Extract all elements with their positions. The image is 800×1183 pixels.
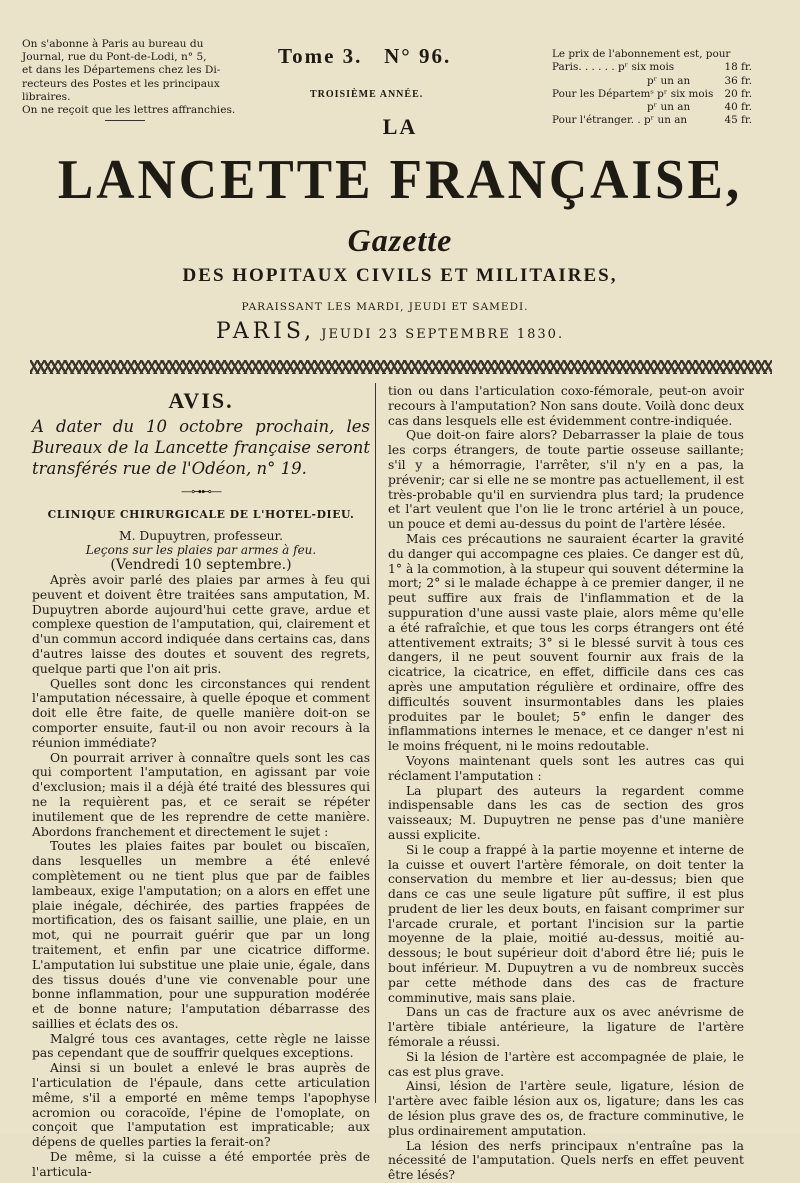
decorative-border	[30, 360, 772, 374]
paragraph: De même, si la cuisse a été emportée près de l'articula-	[32, 1150, 370, 1179]
subscription-notice	[22, 38, 236, 121]
price-row: Pour l'étranger. . pʳ un an 45 fr.	[552, 114, 752, 127]
section-heading: CLINIQUE CHIRURGICALE DE L'HOTEL-DIEU.	[47, 507, 355, 521]
paragraph: Quelles sont donc les circonstances qui rendent l'amputation nécessaire, à quelle époque et comment doit elle être faite, de quelle manière doit-on se comporter ensuite, faut-il ou non avoir recours à la réunion immédiate?	[32, 676, 370, 750]
masthead-gazette: Gazette	[347, 222, 453, 258]
lecture-title: Leçons sur les plaies par armes à feu.	[85, 543, 317, 558]
lecture-date: (Vendredi 10 septembre.)	[110, 557, 292, 574]
price-row: pʳ un an 40 fr.	[647, 101, 752, 114]
ornament: —⊶⊷—	[181, 485, 221, 498]
paragraph: Ainsi, lésion de l'artère seule, ligature, lésion de l'artère avec faible lésion aux os, ligature; dans les cas de lésion plus grave des os, de fracture comminutive, le plus ordinairement amputation.	[388, 1079, 744, 1138]
price-row: Paris. . . . . . pʳ six mois 18 fr.	[552, 61, 752, 74]
subscription-line: On s'abonne à Paris au bureau du	[22, 38, 204, 50]
column-divider	[375, 383, 376, 1103]
paragraph: tion ou dans l'articulation coxo-fémorale, peut-on avoir recours à l'amputation? Non sans doute. Voilà donc deux cas dans lesquels elle est évidemment contre-indiquée.	[388, 384, 744, 428]
dateline	[0, 319, 780, 344]
paragraph: Mais ces précautions ne sauraient écarter la gravité du danger qui accompagne ces plaies. Ce danger est dû, 1° à la commotion, à la stupeur qui souvent détermine la mort; 2° si le malade échappe à ce premier danger, il ne peut suffire aux frais de l'inflammation et de la suppuration d'une aussi vaste plaie, alors même qu'elle a été rafraîchie, et que tous les corps étrangers ont été attentivement extraits; 3° si le blessé survit à tous ces dangers, il ne peut souvent fournir aux frais de la cicatrice, la cicatrice, en effet, difficile dans ces cas après une amputation régulière et ordinaire, offre des difficultés souvent insurmontables dans les plaies produites par le boulet; 5° enfin le danger des inflammations internes le menace, et ce danger n'est ni le moins fréquent, ni le moins redoutable.	[388, 531, 744, 754]
subscription-line: Journal, rue du Pont-de-Lodi, n° 5,	[22, 51, 207, 64]
paragraph: La plupart des auteurs la regardent comme indispensable dans les cas de section des gros vaisseaux; M. Dupuytren ne pense pas d'une manière aussi explicite.	[388, 783, 744, 842]
paragraph: On pourrait arriver à connaître quels sont les cas qui comportent l'amputation, en agissant par voie d'exclusion; mais il a déjà été traité des blessures qui ne la requièrent pas, et ce serait se répéter inutilement que de les reprendre de cette manière. Abordons franchement et directement le sujet :	[32, 750, 370, 839]
subscription-line: et dans les Départemens chez les Di-	[22, 64, 221, 77]
paragraph: Si le coup a frappé à la partie moyenne et interne de la cuisse et ouvert l'artère fémorale, on doit tenter la conservation du membre et lier au-dessus; bien que dans ce cas une seule ligature pût suffire, il est plus prudent de lier les deux bouts, en faisant comprimer sur l'arcade crurale, et portant l'incision sur la partie moyenne de la plaie, moitié au-dessus, moitié au-dessous; le bout supérieur doit d'abord être lié; puis le bout inférieur. M. Dupuytren a vu de nombreux succès par cette méthode dans des cas de fracture comminutive, mais sans plaie.	[388, 842, 744, 1005]
paragraph: Si la lésion de l'artère est accompagnée de plaie, le cas est plus grave.	[388, 1049, 744, 1079]
paragraph: Dans un cas de fracture aux os avec anévrisme de l'artère tibiale antérieure, la ligature de l'artère fémorale a réussi.	[388, 1005, 744, 1050]
masthead-subtitle: DES HOPITAUX CIVILS ET MILITAIRES,	[182, 265, 618, 286]
paragraph: Après avoir parlé des plaies par armes à feu qui peuvent et doivent être traitées sans amputation, M. Dupuytren aborde aujourd'hui cette grave, ardue et complexe question de l'amputation, qui, clairement et d'un commun accord indiquée dans certains cas, dans d'autres laisse des doutes et souvent des regrets, quelque parti que l'on ait pris.	[32, 572, 370, 676]
price-row: Pour les Départemˢ pʳ six mois 20 fr.	[552, 87, 752, 100]
subscription-last-line: On ne reçoit que les lettres affranchies.	[22, 104, 236, 117]
paragraph: La lésion des nerfs principaux n'entraîne pas la nécessité de l'amputation. Quels nerfs en effet peuvent être lésés?	[388, 1138, 744, 1183]
paragraph: Toutes les plaies faites par boulet ou biscaïen, dans lesquelles un membre a été enlevé complètement ou ne tient plus que par de faibles lambeaux, exige l'amputation; on a alors en effet une plaie inégale, déchirée, des parties frappées de mortification, des os faisant saillie, une plaie, en un mot, qui ne pourrait guérir que par un long traitement, et enfin par une cicatrice difforme. L'amputation lui substitue une plaie unie, égale, dans des tissus doués d'une vie convenable pour une bonne inflammation, pour une suppuration modérée et de bonne nature; l'amputation débarrasse des saillies et éclats des os.	[32, 839, 370, 1031]
paragraph: Que doit-on faire alors? Debarrasser la plaie de tous les corps étrangers, de toute partie osseuse saillante; s'il y a hémorragie, l'arrêter, s'il n'y en a pas, la prévenir; car si elle ne se montre pas actuellement, il est très-probable qu'il en surviendra plus tard; la prudence et l'art veulent que l'on lie le tronc artériel à un pouce, un pouce et demi au-dessus du point de l'artère lésée.	[388, 428, 744, 532]
subscription-line: recteurs des Postes et les principaux	[22, 77, 220, 90]
masthead-title: LANCETTE FRANÇAISE,	[57, 149, 743, 211]
paragraph: Ainsi si un boulet a enlevé le bras auprès de l'articulation de l'épaule, dans cette articulation même, s'il a emporté en même temps l'apophyse acromion ou coracoïde, l'épine de l'omoplate, on conçoit que l'amputation est impraticable; aux dépens de quelles parties la ferait-on?	[32, 1061, 370, 1150]
masthead-la: LA	[382, 114, 418, 139]
paragraph: Voyons maintenant quels sont les autres cas qui réclament l'amputation :	[388, 753, 744, 783]
avis-heading: AVIS.	[168, 388, 234, 413]
issue-number: Tome 3. N° 96.	[278, 44, 452, 68]
right-column	[388, 384, 744, 1183]
professor: M. Dupuytren, professeur.	[119, 528, 283, 543]
left-column	[32, 384, 370, 1180]
publication-days: PARAISSANT LES MARDI, JEUDI ET SAMEDI.	[241, 301, 529, 313]
price-row: pʳ un an 36 fr.	[647, 74, 752, 87]
city: PARIS,	[215, 319, 316, 344]
price-intro: Le prix de l'abonnement est, pour	[552, 48, 731, 60]
subscription-line: libraires.	[22, 90, 71, 103]
avis-text: A dater du 10 octobre prochain, les Bureaux de la Lancette française seront transférés rue de l'Odéon, n° 19.	[32, 417, 370, 478]
paragraph: Malgré tous ces avantages, cette règle ne laisse pas cependant que de souffrir quelques exceptions.	[32, 1031, 370, 1061]
issue-date: JEUDI 23 SEPTEMBRE 1830.	[321, 327, 565, 342]
year-label: TROISIÈME ANNÉE.	[310, 89, 424, 100]
